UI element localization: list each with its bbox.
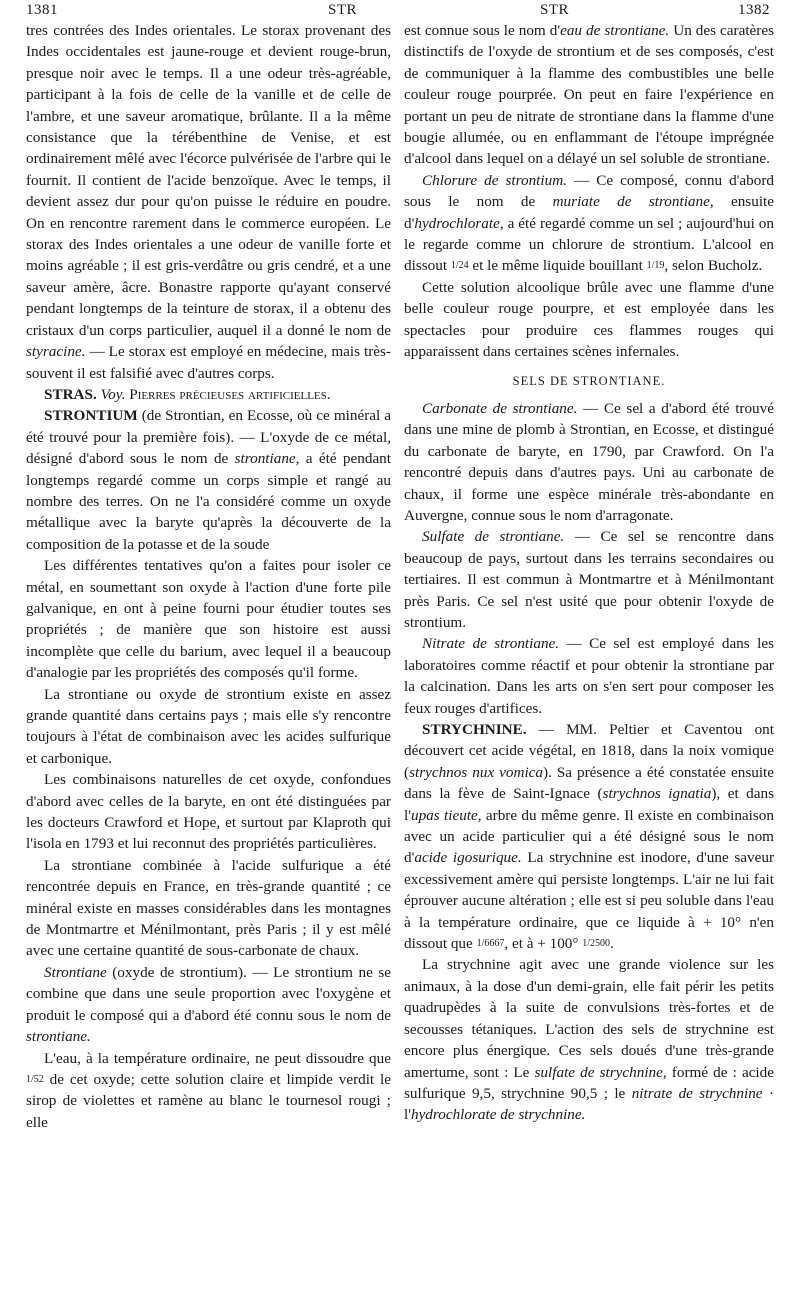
nitrate-entry: Nitrate de strontiane. — Ce sel est employé dans les laboratoires comme réactif et pour obtenir la strontiane par la calcination. Dans les arts on s'en sert pour composer les feux rouges d'artifices. — [404, 635, 774, 717]
paragraph: Les combinaisons naturelles de cet oxyde, confondues d'abord avec celles de la baryte, en ont été distinguées par les docteurs Crawford et Hope, et surtout par Klaproth qui l'isola en 1793 et lui reconnut des propriétés particulières. — [26, 771, 391, 853]
paragraph: est connue sous le nom d'eau de strontiane. Un des caratères distinctifs de l'oxyde de strontium et de ses composés, c'est de communiquer à la flamme des combustibles une belle couleur rouge pourprée. On peut en faire l'expérience en portant un peu de nitrate de strontiane dans la flamme d'une bougie allumée, ou en enflammant de l'étoupe imprégnée d'alcool dans lequel on a délayé un sel soluble de strontiane. — [404, 22, 775, 168]
paragraph: La strontiane ou oxyde de strontium existe en assez grande quantité dans certains pays ; mais elle s'y rencontre toujours à l'état de combinaison avec les acides sulfurique et carbonique. — [26, 685, 391, 767]
paragraph: La strontiane combinée à l'acide sulfurique a été rencontrée depuis en France, en très-grande quantité ; ce minéral existe en masses considérables dans les montagnes de Montmartre et Ménilmontant, près Paris ; il y est mêlé avec une certaine quantité de sous-carbonate de chaux. — [26, 856, 391, 960]
section-title: SELS DE STRONTIANE. — [512, 373, 666, 388]
right-page-number: 1382 — [738, 2, 770, 18]
chlorure-entry: Chlorure de strontium. — Ce composé, connu d'abord sous le nom de muriate de strontiane, ensuite d'hydrochlorate, a été regardé comme un sel ; aujourd'hui on le regarde comme un chlorure de strontium. L'alcool en dissout 1/24 et le même liquide bouillant 1/19, selon Bucholz. — [404, 171, 774, 275]
paragraph: Cette solution alcoolique brûle avec une flamme d'une belle couleur rouge pourpre, et est employée dans les spectacles pour produire ces flammes rouges qui apparaissent dans certaines scènes infernales. — [404, 278, 774, 361]
right-running-head: STR — [540, 2, 570, 18]
stras-entry: STRAS. Voy. Pierres précieuses artificielles. — [44, 385, 331, 403]
paragraph: La strychnine agit avec une grande violence sur les animaux, à la dose d'un demi-grain, elle fait périr les petits quadrupèdes à la suite de convulsions très-fortes et de secousses tétaniques. L'action des sels de strychnine est encore plus énergique. Ces sels doués d'une très-grande amertume, sont : Le sulfate de strychnine, formé de : acide sulfurique 9,5, strychnine 90,5 ; le nitrate de strychnine · l'hydrochlorate de strychnine. — [404, 956, 775, 1124]
strontiane-entry: Strontiane (oxyde de strontium). — Le strontium ne se combine que dans une seule proportion avec l'oxygène et produit le composé qui a d'abord été connu sous le nom de strontiane. — [26, 963, 391, 1046]
left-column — [26, 20, 391, 1133]
right-column — [404, 20, 774, 1126]
storax-paragraph: tres contrées des Indes orientales. Le storax provenant des Indes occidentales est jaune-rouge et devient rouge-brun, presque noir avec le temps. Il a une odeur très-agréable, participant à la fois de celle de la vanille et de celle de l'ambre, et une saveur aromatique, brûlante. Il a la même consistance que la térébenthine de Venise, et est ordinairement mêlé avec l'écorce pulvérisée de l'arbre qui le fournit. Il contient de l'acide benzoïque. Avec le temps, il devient assez dur pour qu'on puisse le réduire en poudre. On en rencontre rarement dans le commerce européen. Le storax des Indes orientales a une odeur de vanille forte et moins agréable ; il est gris-verdâtre ou gris cendré, et a une saveur amère, âcre. Bonastre rapporte qu'ayant conservé pendant longtemps de la teinture de storax, il a obtenu des cristaux d'un corps particulier, auquel il a donné le nom de styracine. — Le storax est employé en médecine, mais très-souvent il est falsifié avec d'autres corps. — [26, 22, 391, 382]
carbonate-entry: Carbonate de strontiane. — Ce sel a d'abord été trouvé dans une mine de plomb à Strontian, en Ecosse, et distingué du carbonate de baryte, en 1790, par Crawford. On l'a rencontré depuis dans d'autres pays. Uni au carbonate de chaux, il forme une espèce minérale très-abondante en Auvergne, connue sous le nom d'arragonate. — [404, 399, 774, 524]
strychnine-entry: STRYCHNINE. — MM. Peltier et Caventou ont découvert cet acide végétal, en 1818, dans la noix vomique (strychnos nux vomica). Sa présence a été constatée ensuite dans la fève de Saint-Ignace (strychnos ignatia), et dans l'upas tieute, arbre du même genre. Il existe en combinaison avec un acide particulier qui a été désigné sous le nom d'acide igosurique. La strychnine est inodore, d'une saveur excessivement amère qui persiste longtemps. L'air ne lui fait éprouver aucune altération ; elle est si peu soluble dans l'eau à la température ordinaire, que ce liquide à + 10° n'en dissout que 1/6667, et à + 100° 1/2500. — [404, 721, 775, 953]
strontium-entry: STRONTIUM (de Strontian, en Ecosse, où ce minéral a été trouvé pour la première fois). — L'oxyde de ce métal, désigné d'abord sous le nom de strontiane, a été pendant longtemps regardé comme un corps simple et rangé au nombre des terres. On ne l'a considéré comme un oxyde métallique avec la baryte qu'après la découverte de la composition de la potasse et de la soude — [26, 407, 391, 553]
paragraph: L'eau, à la température ordinaire, ne peut dissoudre que 1/52 de cet oxyde; cette solution claire et limpide verdit le sirop de violettes et ramène au blanc le tournesol rougi ; elle — [26, 1049, 391, 1131]
left-running-head: STR — [328, 2, 358, 18]
sulfate-entry: Sulfate de strontiane. — Ce sel se rencontre dans beaucoup de pays, surtout dans les terrains secondaires ou tertiaires. Il est commun à Montmartre et à Ménilmontant près Paris. Ce sel n'est usité que pour obtenir l'oxyde de strontium. — [404, 528, 774, 631]
left-page-number: 1381 — [26, 2, 58, 18]
paragraph: Les différentes tentatives qu'on a faites pour isoler ce métal, en soumettant son oxyde à l'action d'une forte pile galvanique, en ont à peine fourni pour étudier toutes ses propriétés ; de manière que son histoire est aussi incomplète que celle du barium, avec lequel il a beaucoup d'analogie par les propriétés des composés qu'il forme. — [26, 557, 391, 682]
